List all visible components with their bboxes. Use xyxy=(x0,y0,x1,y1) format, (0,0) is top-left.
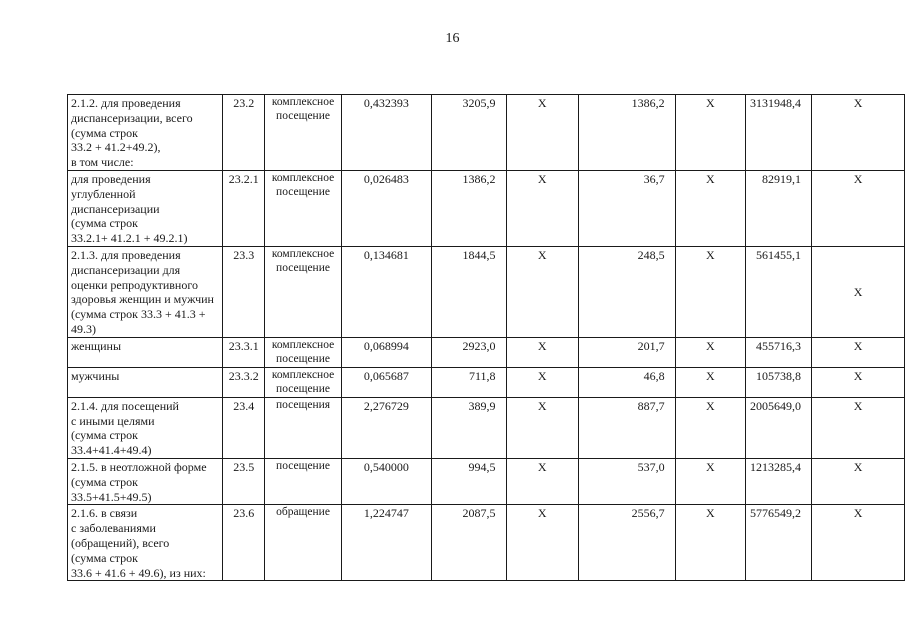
volume-norm: 0,540000 xyxy=(341,458,431,504)
row-number: 23.3.1 xyxy=(223,337,265,367)
cell-x: X xyxy=(506,367,578,397)
row-name xyxy=(68,505,223,581)
volume-norm: 0,068994 xyxy=(341,337,431,367)
row-name xyxy=(68,95,223,171)
volume-norm: 0,065687 xyxy=(341,367,431,397)
unit-of-measure: посещение xyxy=(265,458,342,504)
unit-of-measure: комплексное посещение xyxy=(265,170,342,246)
volume-norm: 0,432393 xyxy=(341,95,431,171)
row-number: 23.2.1 xyxy=(223,170,265,246)
cell-x: X xyxy=(506,397,578,458)
cell-x: X xyxy=(506,95,578,171)
cell-x: X xyxy=(812,397,905,458)
unit-of-measure: комплексное посещение xyxy=(265,95,342,171)
table-row xyxy=(68,170,905,246)
row-number: 23.3.2 xyxy=(223,367,265,397)
cell-x: X xyxy=(812,246,905,337)
table-row xyxy=(68,95,905,171)
row-name-text: женщины xyxy=(71,338,122,353)
row-name xyxy=(68,337,223,367)
table-row xyxy=(68,337,905,367)
row-name-text: 2.1.4. для посещений с иными целями (сумма строк 33.4+41.4+49.4) xyxy=(71,398,179,458)
cell-x: X xyxy=(675,397,745,458)
cell-x: X xyxy=(506,246,578,337)
table-row xyxy=(68,246,905,337)
cell-x: X xyxy=(506,337,578,367)
table-row xyxy=(68,458,905,504)
financing-table xyxy=(67,94,905,581)
unit-cost: 3205,9 xyxy=(432,95,506,171)
unit-of-measure: обращение xyxy=(265,505,342,581)
cell-x: X xyxy=(675,458,745,504)
volume-norm: 2,276729 xyxy=(341,397,431,458)
total-amount: 82919,1 xyxy=(746,170,812,246)
total-amount: 1213285,4 xyxy=(746,458,812,504)
unit-of-measure: комплексное посещение xyxy=(265,337,342,367)
per-capita-amount: 36,7 xyxy=(578,170,675,246)
row-name-text: 2.1.6. в связи с заболеваниями (обращений), всего (сумма строк 33.6 + 41.6 + 49.6), из них: xyxy=(71,506,206,580)
total-amount: 5776549,2 xyxy=(746,505,812,581)
cell-x: X xyxy=(812,170,905,246)
cell-x: X xyxy=(675,246,745,337)
page-number: 16 xyxy=(445,31,460,46)
unit-cost: 994,5 xyxy=(432,458,506,504)
cell-x: X xyxy=(812,458,905,504)
per-capita-amount: 2556,7 xyxy=(578,505,675,581)
volume-norm: 0,134681 xyxy=(341,246,431,337)
cell-x: X xyxy=(675,505,745,581)
unit-cost: 389,9 xyxy=(432,397,506,458)
row-name xyxy=(68,367,223,397)
unit-cost: 711,8 xyxy=(432,367,506,397)
cell-x: X xyxy=(506,458,578,504)
unit-cost: 1386,2 xyxy=(432,170,506,246)
cell-x: X xyxy=(812,367,905,397)
cell-x: X xyxy=(506,505,578,581)
total-amount: 3131948,4 xyxy=(746,95,812,171)
cell-x: X xyxy=(675,337,745,367)
volume-norm: 1,224747 xyxy=(341,505,431,581)
table-row xyxy=(68,505,905,581)
volume-norm: 0,026483 xyxy=(341,170,431,246)
per-capita-amount: 1386,2 xyxy=(578,95,675,171)
total-amount: 561455,1 xyxy=(746,246,812,337)
row-name-text: 2.1.5. в неотложной форме (сумма строк 33.5+41.5+49.5) xyxy=(71,459,207,504)
total-amount: 105738,8 xyxy=(746,367,812,397)
row-number: 23.5 xyxy=(223,458,265,504)
unit-of-measure: комплексное посещение xyxy=(265,246,342,337)
row-name-text: мужчины xyxy=(71,368,120,383)
per-capita-amount: 201,7 xyxy=(578,337,675,367)
total-amount: 455716,3 xyxy=(746,337,812,367)
unit-cost: 2087,5 xyxy=(432,505,506,581)
cell-x: X xyxy=(812,505,905,581)
cell-x: X xyxy=(675,170,745,246)
table-row xyxy=(68,397,905,458)
row-number: 23.3 xyxy=(223,246,265,337)
cell-x: X xyxy=(675,367,745,397)
unit-cost: 2923,0 xyxy=(432,337,506,367)
total-amount: 2005649,0 xyxy=(746,397,812,458)
unit-of-measure: посещения xyxy=(265,397,342,458)
row-name xyxy=(68,170,223,246)
per-capita-amount: 537,0 xyxy=(578,458,675,504)
per-capita-amount: 46,8 xyxy=(578,367,675,397)
row-number: 23.6 xyxy=(223,505,265,581)
row-name-text: 2.1.3. для проведения диспансеризации для оценки репродуктивного здоровья женщин и мужчин (сумма строк 33.3 + 41.3 + 49.3) xyxy=(71,247,214,336)
row-name-text: 2.1.2. для проведения диспансеризации, всего (сумма строк 33.2 + 41.2+49.2), в том числе: xyxy=(71,96,193,170)
unit-cost: 1844,5 xyxy=(432,246,506,337)
cell-x: X xyxy=(812,337,905,367)
cell-x: X xyxy=(506,170,578,246)
cell-x: X xyxy=(675,95,745,171)
row-number: 23.2 xyxy=(223,95,265,171)
row-name xyxy=(68,246,223,337)
row-number: 23.4 xyxy=(223,397,265,458)
row-name xyxy=(68,458,223,504)
row-name-text: для проведения углубленной диспансеризации (сумма строк 33.2.1+ 41.2.1 + 49.2.1) xyxy=(71,171,188,246)
table-row xyxy=(68,367,905,397)
cell-x: X xyxy=(812,95,905,171)
row-name xyxy=(68,397,223,458)
unit-of-measure: комплексное посещение xyxy=(265,367,342,397)
per-capita-amount: 248,5 xyxy=(578,246,675,337)
per-capita-amount: 887,7 xyxy=(578,397,675,458)
